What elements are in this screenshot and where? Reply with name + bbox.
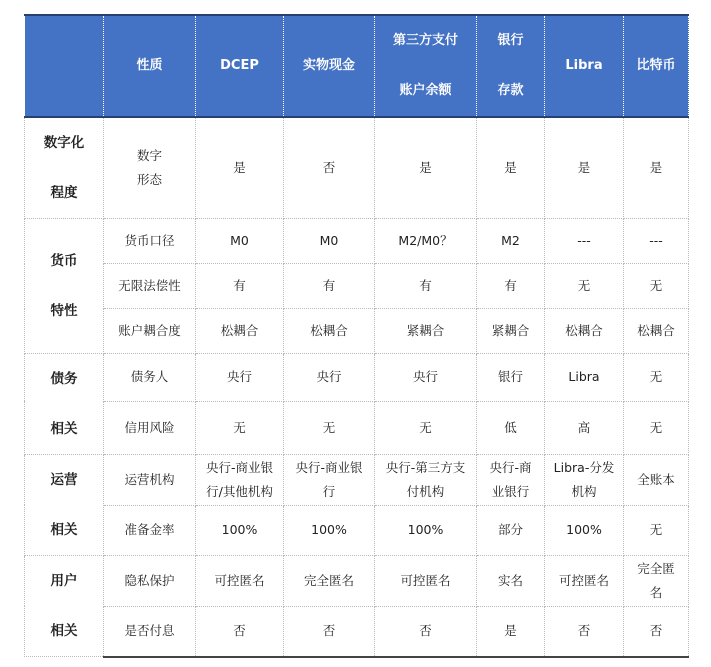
value-cell: 是 <box>196 117 284 219</box>
value-cell: 央行-商业银 行 <box>284 455 375 506</box>
attr-cell: 账户耦合度 <box>104 309 196 354</box>
value-cell: 有 <box>375 264 477 309</box>
value-cell: 央行 <box>284 354 375 402</box>
value-cell: 有 <box>284 264 375 309</box>
category-user <box>25 556 104 657</box>
value-cell: 否 <box>284 606 375 657</box>
value-cell: 否 <box>196 606 284 657</box>
value-cell: M0 <box>284 219 375 264</box>
value-cell: 100% <box>375 505 477 556</box>
value-cell: 否 <box>375 606 477 657</box>
attr-cell: 隐私保护 <box>104 556 196 607</box>
category-debt <box>25 354 104 455</box>
table-header <box>25 15 689 117</box>
value-cell: 实名 <box>477 556 545 607</box>
value-cell: 松耦合 <box>284 309 375 354</box>
value-cell: 无 <box>624 264 689 309</box>
value-cell: 有 <box>196 264 284 309</box>
value-cell: 是 <box>477 606 545 657</box>
value-cell: 是 <box>545 117 624 219</box>
value-cell: 紧耦合 <box>375 309 477 354</box>
value-cell: 无 <box>624 401 689 454</box>
header-cash: 实物现金 <box>284 15 375 117</box>
value-cell: 完全匿名 <box>284 556 375 607</box>
value-cell: 无 <box>624 354 689 402</box>
value-cell: 无 <box>284 401 375 454</box>
attr-cell: 运营机构 <box>104 455 196 506</box>
value-cell: 高 <box>545 401 624 454</box>
header-bank-deposit <box>477 15 545 117</box>
attr-cell: 货币口径 <box>104 219 196 264</box>
table-row <box>25 117 689 219</box>
value-cell: 否 <box>284 117 375 219</box>
value-cell: 紧耦合 <box>477 309 545 354</box>
value-cell: 可控匿名 <box>545 556 624 607</box>
table-row <box>25 505 689 556</box>
value-cell: 否 <box>624 606 689 657</box>
value-cell: 银行 <box>477 354 545 402</box>
category-line: 相关 <box>50 522 78 538</box>
value-cell: 100% <box>545 505 624 556</box>
header-corner <box>25 15 104 117</box>
value-cell: M0 <box>196 219 284 264</box>
value-cell: 央行-商业银 行/其他机构 <box>196 455 284 506</box>
header-third-party-text: 第三方支付 账户余额 <box>392 33 458 98</box>
category-digital <box>25 117 104 219</box>
header-bank-deposit-text: 银行 存款 <box>497 33 524 98</box>
value-cell: 央行 <box>375 354 477 402</box>
value-cell: 低 <box>477 401 545 454</box>
value-cell: 部分 <box>477 505 545 556</box>
value-cell: 100% <box>284 505 375 556</box>
value-cell: 央行-商 业银行 <box>477 455 545 506</box>
currency-comparison-table <box>24 14 689 658</box>
category-operation <box>25 455 104 556</box>
attr-cell: 是否付息 <box>104 606 196 657</box>
table-row <box>25 455 689 506</box>
value-cell: --- <box>545 219 624 264</box>
category-line: 相关 <box>50 421 78 437</box>
attr-cell: 准备金率 <box>104 505 196 556</box>
table-body <box>25 117 689 657</box>
header-third-party <box>375 15 477 117</box>
table-row <box>25 219 689 264</box>
value-cell: 全账本 <box>624 455 689 506</box>
header-libra: Libra <box>545 15 624 117</box>
category-line: 债务 <box>50 371 78 387</box>
header-dcep: DCEP <box>196 15 284 117</box>
attr-cell: 数字 形态 <box>104 117 196 219</box>
table-row <box>25 264 689 309</box>
value-cell: 完全匿 名 <box>624 556 689 607</box>
value-cell: 100% <box>196 505 284 556</box>
value-cell: Libra-分发 机构 <box>545 455 624 506</box>
value-cell: Libra <box>545 354 624 402</box>
attr-cell: 债务人 <box>104 354 196 402</box>
attr-cell: 无限法偿性 <box>104 264 196 309</box>
category-currency <box>25 219 104 354</box>
comparison-table-container <box>24 14 689 658</box>
category-line: 程度 <box>50 185 78 201</box>
header-nature: 性质 <box>104 15 196 117</box>
value-cell: 松耦合 <box>624 309 689 354</box>
table-row <box>25 606 689 657</box>
category-line: 相关 <box>50 623 78 639</box>
value-cell: 无 <box>196 401 284 454</box>
table-row <box>25 354 689 402</box>
category-line: 用户 <box>50 573 78 589</box>
value-cell: 松耦合 <box>196 309 284 354</box>
category-line: 运营 <box>50 472 78 488</box>
value-cell: 无 <box>375 401 477 454</box>
attr-cell: 信用风险 <box>104 401 196 454</box>
table-row <box>25 401 689 454</box>
value-cell: 是 <box>477 117 545 219</box>
value-cell: 央行 <box>196 354 284 402</box>
table-row <box>25 556 689 607</box>
header-bitcoin: 比特币 <box>624 15 689 117</box>
value-cell: --- <box>624 219 689 264</box>
table-row <box>25 309 689 354</box>
value-cell: 可控匿名 <box>196 556 284 607</box>
value-cell: 是 <box>375 117 477 219</box>
value-cell: 有 <box>477 264 545 309</box>
value-cell: 否 <box>545 606 624 657</box>
category-line: 货币 <box>50 253 78 269</box>
value-cell: M2/M0？ <box>375 219 477 264</box>
value-cell: 无 <box>624 505 689 556</box>
category-line: 特性 <box>50 303 78 319</box>
value-cell: 是 <box>624 117 689 219</box>
value-cell: M2 <box>477 219 545 264</box>
value-cell: 无 <box>545 264 624 309</box>
value-cell: 松耦合 <box>545 309 624 354</box>
category-line: 数字化 <box>43 135 85 151</box>
value-cell: 可控匿名 <box>375 556 477 607</box>
value-cell: 央行-第三方支 付机构 <box>375 455 477 506</box>
